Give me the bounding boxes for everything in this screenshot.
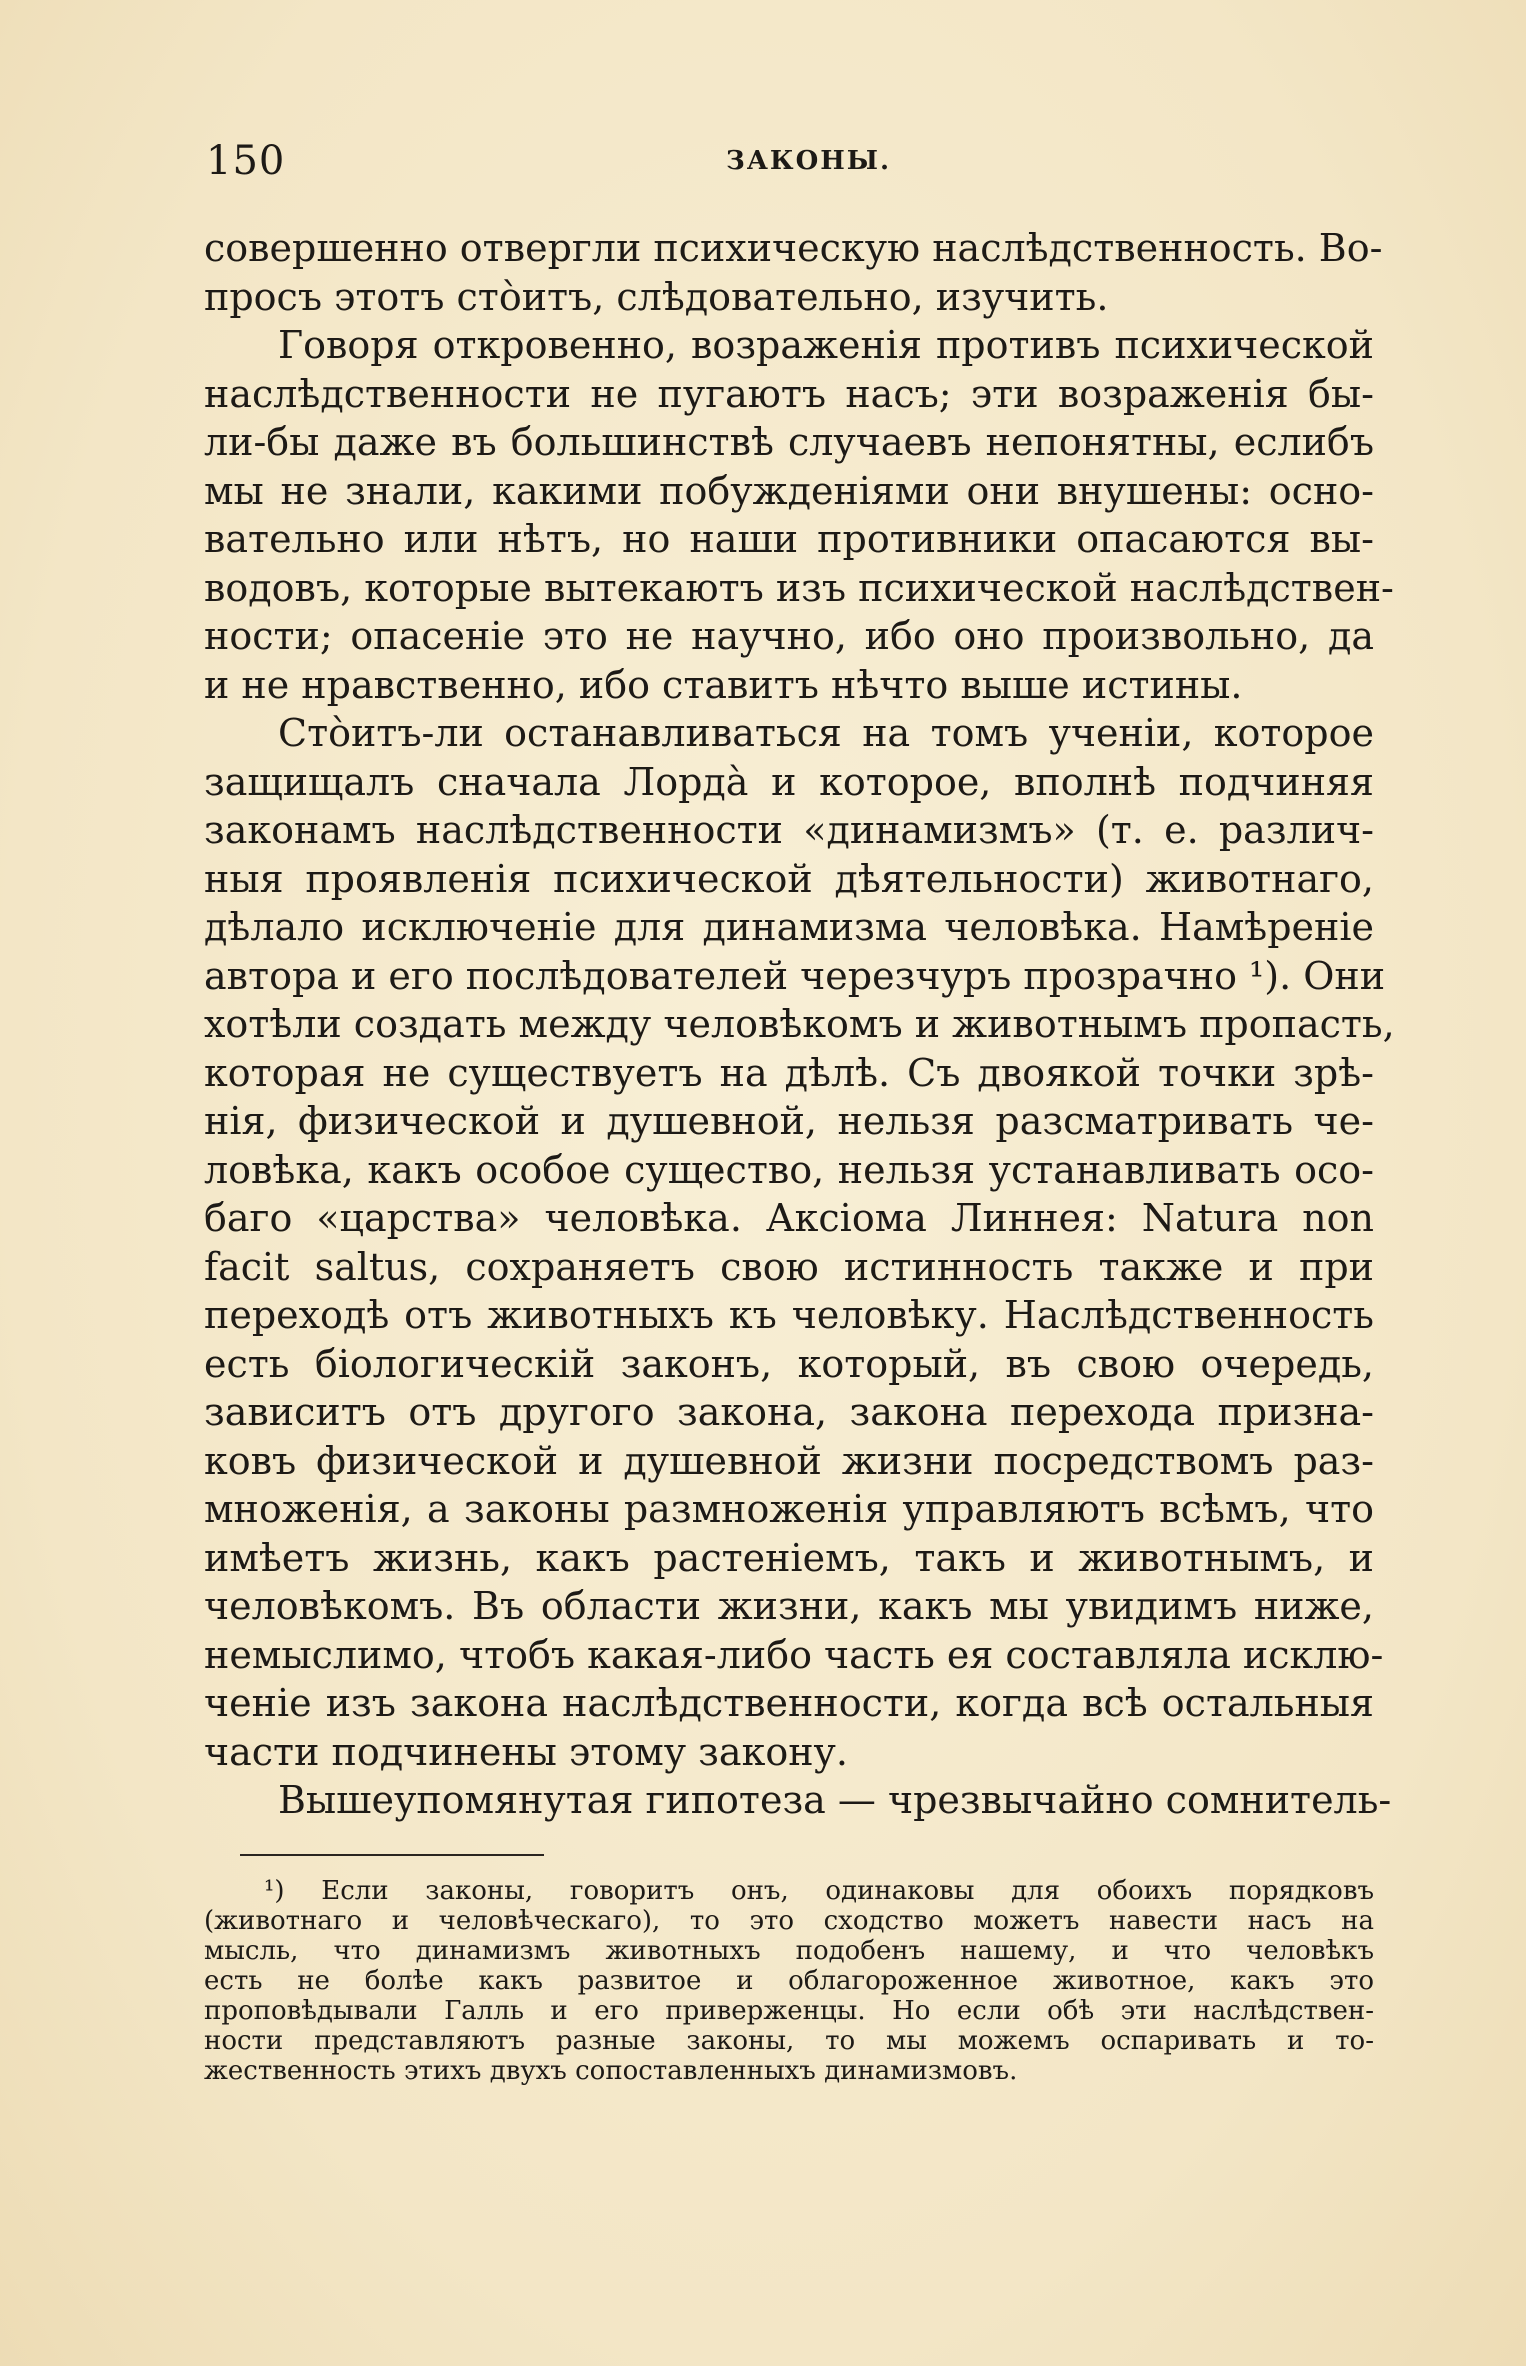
text-line: водовъ, которые вытекаютъ изъ психической наслѣдствен- (204, 565, 1394, 610)
running-head: ЗАКОНЫ. (726, 146, 892, 176)
text-line: и не нравственно, ибо ставитъ нѣчто выше истины. (204, 662, 1243, 707)
text-line: баго «царства» человѣка. Аксіома Линнея: Natura non (204, 1196, 1374, 1240)
text-line: автора и его послѣдователей черезчуръ прозрачно ¹). Они (204, 953, 1386, 998)
footnote-line: есть не болѣе какъ развитое и облагороженное животное, какъ это (204, 1966, 1374, 1996)
footnote-line: жественность этихъ двухъ сопоставленныхъ динамизмовъ. (204, 2056, 1018, 2086)
footnote-line: (животнаго и человѣческаго), то это сходство можетъ навести насъ на (204, 1906, 1374, 1936)
text-line: ковъ физической и душевной жизни посредствомъ раз- (204, 1438, 1374, 1483)
footnote-line: проповѣдывали Галль и его приверженцы. Но если обѣ эти наслѣдствен- (204, 1996, 1374, 2026)
text-line: части подчинены этому закону. (204, 1729, 848, 1774)
text-line: ченіе изъ закона наслѣдственности, когда всѣ остальныя (204, 1681, 1374, 1725)
text-line: нія, физической и душевной, нельзя разсматривать че- (204, 1099, 1374, 1143)
text-line: есть біологическій законъ, который, въ свою очередь, (204, 1341, 1374, 1386)
text-line: ли-бы даже въ большинствѣ случаевъ непонятны, еслибъ (204, 420, 1374, 464)
footnote-divider (240, 1854, 544, 1856)
text-line: человѣкомъ. Въ области жизни, какъ мы увидимъ ниже, (204, 1584, 1374, 1628)
text-line: совершенно отвергли психическую наслѣдственность. Во- (204, 226, 1383, 270)
text-line: вательно или нѣтъ, но наши противники опасаются вы- (204, 517, 1374, 561)
text-line: ности; опасеніе это не научно, ибо оно произвольно, да (204, 614, 1374, 658)
footnote-line: ности представляютъ разные законы, то мы можемъ оспаривать и то- (204, 2026, 1374, 2056)
text-line: ныя проявленія психической дѣятельности) животнаго, (204, 856, 1374, 901)
text-line: просъ этотъ стòитъ, слѣдовательно, изучить. (204, 274, 1109, 319)
text-line: законамъ наслѣдственности «динамизмъ» (т. е. различ- (204, 808, 1374, 852)
text-line: множенія, а законы размноженія управляютъ всѣмъ, что (204, 1487, 1374, 1531)
text-line: facit saltus, сохраняетъ свою истинность также и при (204, 1244, 1374, 1289)
text-line: ловѣка, какъ особое существо, нельзя устанавливать осо- (204, 1147, 1374, 1192)
text-line: которая не существуетъ на дѣлѣ. Съ двоякой точки зрѣ- (204, 1050, 1374, 1095)
footnote-block (204, 1876, 1374, 2086)
text-line: дѣлало исключеніе для динамизма человѣка. Намѣреніе (204, 905, 1374, 949)
main-text (204, 224, 1395, 1825)
text-line: немыслимо, чтобъ какая-либо часть ея составляла исклю- (204, 1632, 1384, 1677)
text-line: имѣетъ жизнь, какъ растеніемъ, такъ и животнымъ, и (204, 1535, 1374, 1580)
text-line: Говоря откровенно, возраженія противъ психической (278, 323, 1374, 367)
text-line: хотѣли создать между человѣкомъ и животнымъ пропасть, (204, 1002, 1395, 1046)
text-line: мы не знали, какими побужденіями они внушены: осно- (204, 468, 1374, 513)
text-line: Вышеупомянутая гипотеза — чрезвычайно сомнитель- (278, 1778, 1392, 1822)
text-line: зависитъ отъ другого закона, закона перехода призна- (204, 1390, 1374, 1434)
page-number: 150 (206, 138, 286, 184)
text-line: Стòитъ-ли останавливаться на томъ ученіи, которое (278, 711, 1374, 755)
text-line: защищалъ сначала Лорда̀ и которое, вполнѣ подчиняя (204, 759, 1374, 804)
footnote-line: ¹) Если законы, говоритъ онъ, одинаковы для обоихъ порядковъ (264, 1876, 1374, 1906)
text-line: переходѣ отъ животныхъ къ человѣку. Наслѣдственность (204, 1293, 1374, 1337)
page-header (206, 138, 1386, 188)
footnote-line: мысль, что динамизмъ животныхъ подобенъ нашему, и что человѣкъ (204, 1936, 1374, 1966)
text-line: наслѣдственности не пугаютъ насъ; эти возраженія бы- (204, 371, 1374, 416)
